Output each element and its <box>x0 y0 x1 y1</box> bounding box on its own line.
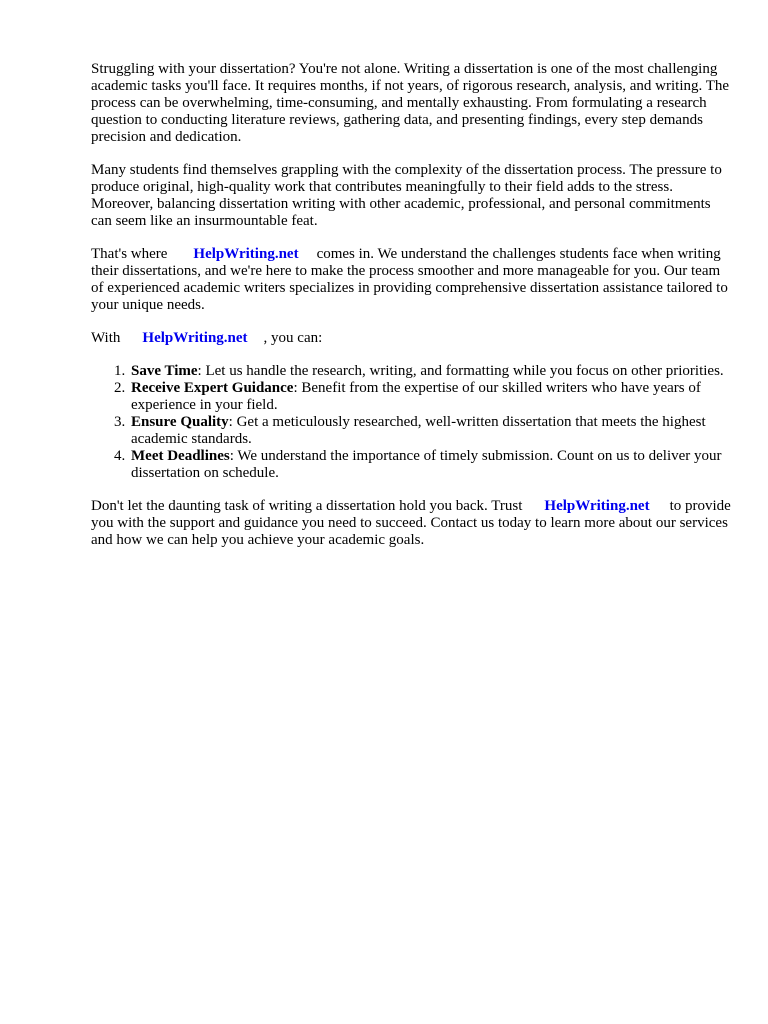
list-item <box>129 380 731 414</box>
benefits-list <box>91 363 731 482</box>
benefit-term: Receive Expert Guidance <box>131 380 294 396</box>
benefits-lead-paragraph <box>91 330 731 347</box>
document-body <box>91 61 731 565</box>
benefits-lead-text: With <box>91 330 121 346</box>
benefit-term: Save Time <box>131 363 198 379</box>
closing-paragraph <box>91 498 731 549</box>
benefit-text: : Benefit from the expertise of our skilled writers who have years of experience in your field. <box>131 380 701 413</box>
service-intro-lead: That's where <box>91 246 168 262</box>
helpwriting-link[interactable]: HelpWriting.net <box>193 246 299 262</box>
benefits-lead-suffix: , you can: <box>263 330 323 346</box>
benefit-term: Ensure Quality <box>131 414 229 430</box>
benefit-text: : We understand the importance of timely submission. Count on us to deliver your dissertation on schedule. <box>131 448 722 481</box>
service-intro-rest: comes in. We understand the challenges students face when writing their dissertations, and we're here to make the process smoother and more manageable for you. Our team of experienced academic writers specializes in providing comprehensive dissertation assistance tailored to your unique needs. <box>91 246 728 313</box>
list-item <box>129 363 731 380</box>
intro-paragraph: Struggling with your dissertation? You're not alone. Writing a dissertation is one of the most challenging academic tasks you'll face. It requires months, if not years, of rigorous research, analysis, and writing. The process can be overwhelming, time-consuming, and mentally exhausting. From formulating a research question to conducting literature reviews, gathering data, and presenting findings, every step demands precision and dedication. <box>91 61 730 145</box>
benefit-text: : Get a meticulously researched, well-written dissertation that meets the highest academic standards. <box>131 414 706 447</box>
closing-rest: to provide you with the support and guidance you need to succeed. Contact us today to learn more about our services and how we can help you achieve your academic goals. <box>91 498 731 548</box>
benefit-term: Meet Deadlines <box>131 448 230 464</box>
service-intro-paragraph <box>91 246 731 314</box>
helpwriting-link[interactable]: HelpWriting.net <box>544 498 650 514</box>
list-item <box>129 414 731 448</box>
benefit-text: : Let us handle the research, writing, and formatting while you focus on other priorities. <box>197 363 724 379</box>
challenges-paragraph: Many students find themselves grappling with the complexity of the dissertation process. The pressure to produce original, high-quality work that contributes meaningfully to their field adds to the stress. Moreover, balancing dissertation writing with other academic, professional, and personal commitments can seem like an insurmountable feat. <box>91 162 722 229</box>
closing-lead: Don't let the daunting task of writing a dissertation hold you back. Trust <box>91 498 523 514</box>
helpwriting-link[interactable]: HelpWriting.net <box>142 330 248 346</box>
list-item <box>129 448 731 482</box>
